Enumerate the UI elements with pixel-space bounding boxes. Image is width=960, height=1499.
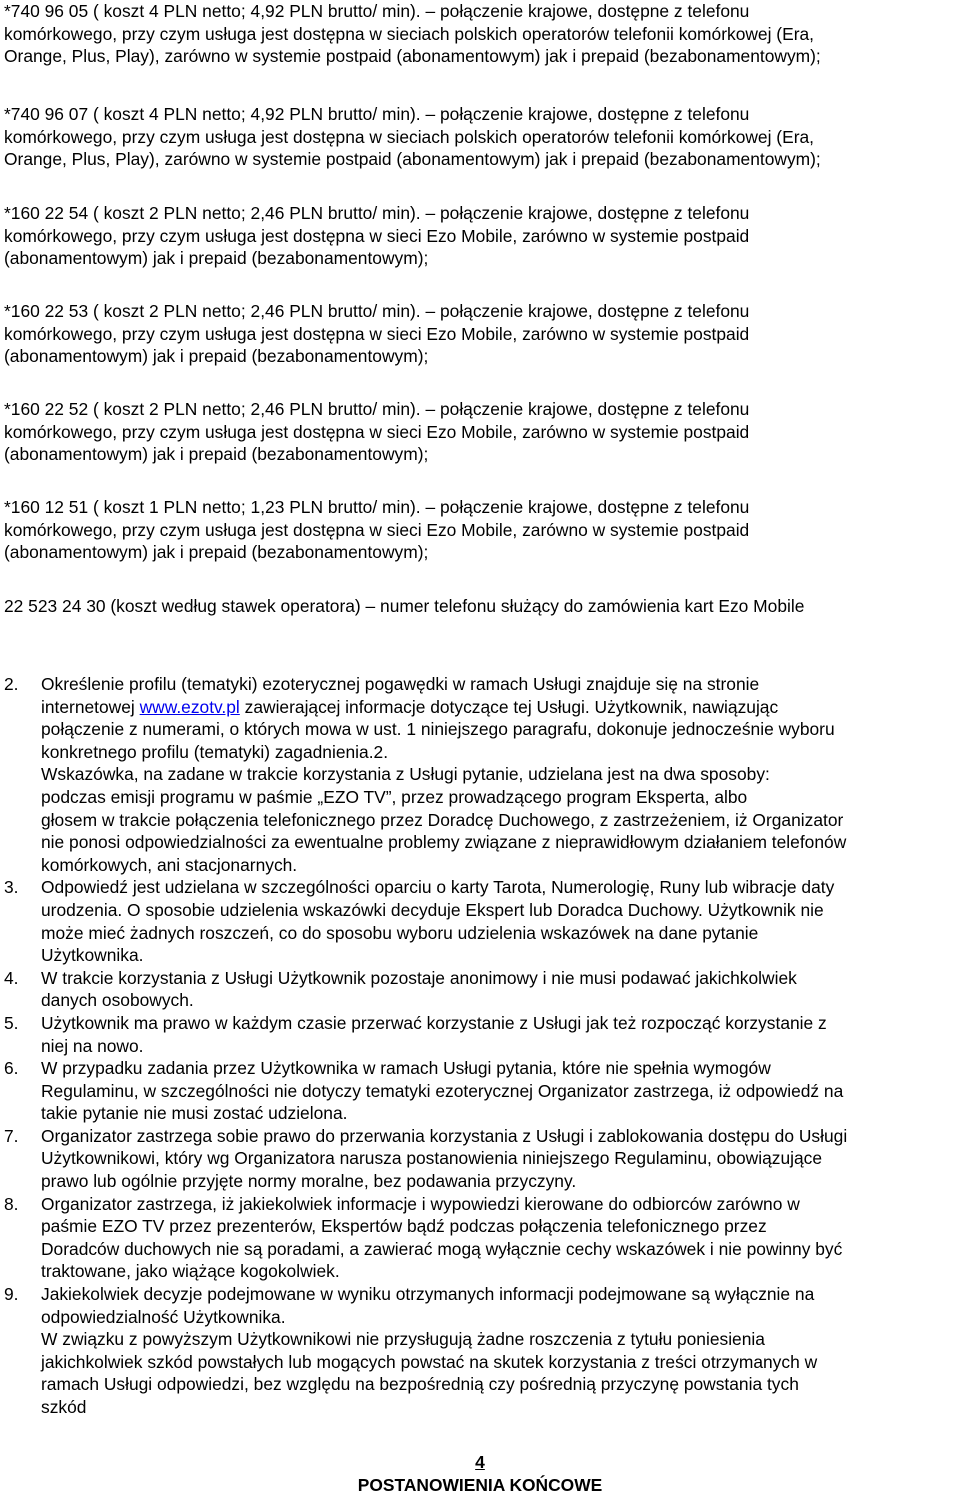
text-line: (abonamentowym) jak i prepaid (bezabonamentowym); [4, 444, 429, 465]
service-entry [4, 496, 954, 564]
text-line: prawo lub ogólnie przyjęte normy moralne, bez podawania przyczyny. [41, 1171, 577, 1192]
list-item-number: 8. [4, 1193, 19, 1214]
text-line: odpowiedzialność Użytkownika. [41, 1306, 286, 1327]
list-item-body [41, 876, 958, 966]
text-line: Użytkownikowi, który wg Organizatora narusza postanowienia niniejszego Regulaminu, obowiązujące [41, 1148, 823, 1169]
list-item [4, 673, 958, 763]
text-line: Odpowiedź jest udzielana w szczególności oparciu o karty Tarota, Numerologię, Runy lub wibracje daty [41, 877, 835, 898]
numbered-list [4, 673, 958, 1419]
text-line: Organizator zastrzega, iż jakiekolwiek informacje i wypowiedzi kierowane do odbiorców zarówno w [41, 1193, 800, 1214]
list-item-number: 9. [4, 1284, 19, 1305]
text-line [41, 696, 958, 719]
text-line: Organizator zastrzega sobie prawo do przerwania korzystania z Usługi i zablokowania dostępu do Usługi [41, 1125, 848, 1146]
service-entry [4, 202, 954, 270]
text-line: Określenie profilu (tematyki) ezoterycznej pogawędki w ramach Usługi znajduje się na stronie [41, 674, 760, 694]
text-line: konkretnego profilu (tematyki) zagadnienia.2. [41, 741, 389, 762]
text-line: takie pytanie nie musi zostać udzielona. [41, 1103, 348, 1124]
list-item-number: 6. [4, 1058, 19, 1079]
text-line: Regulaminu, w szczególności nie dotyczy tematyki ezoterycznej Organizator zastrzega, iż odpowiedź na [41, 1080, 844, 1101]
text-line: paśmie EZO TV przez prezenterów, Ekspertów bądź podczas połączenia telefonicznego przez [41, 1216, 767, 1237]
text-line: *740 96 05 ( koszt 4 PLN netto; 4,92 PLN brutto/ min). – połączenie krajowe, dostępne z telefonu [4, 1, 750, 21]
list-item [4, 1125, 958, 1193]
list-continuation [4, 1328, 958, 1418]
list-item [4, 1193, 958, 1283]
service-entry [4, 103, 954, 171]
text-fragment: zawierającej informacje dotyczące tej Usługi. Użytkownik, nawiązując [239, 696, 779, 717]
service-entry [4, 0, 954, 68]
text-line: 22 523 24 30 (koszt według stawek operatora) – numer telefonu służący do zamówienia kart Ezo Mobile [4, 596, 805, 616]
text-line: komórkowego, przy czym usługa jest dostępna w sieci Ezo Mobile, zarówno w systemie postpaid [4, 225, 750, 246]
text-line: komórkowego, przy czym usługa jest dostępna w sieciach polskich operatorów telefonii komórkowej (Era, [4, 126, 814, 147]
text-line: *160 22 53 ( koszt 2 PLN netto; 2,46 PLN brutto/ min). – połączenie krajowe, dostępne z telefonu [4, 301, 750, 321]
list-item [4, 876, 958, 966]
list-item-body [41, 1057, 958, 1125]
list-item-number: 4. [4, 967, 19, 988]
text-line: Użytkownika. [41, 945, 144, 966]
list-item-body [41, 1012, 958, 1057]
text-line: *160 12 51 ( koszt 1 PLN netto; 1,23 PLN brutto/ min). – połączenie krajowe, dostępne z telefonu [4, 497, 750, 517]
section-title: POSTANOWIENIA KOŃCOWE [357, 1475, 603, 1495]
order-number-line [4, 595, 954, 618]
list-item-body [41, 1193, 958, 1283]
text-line: Wskazówka, na zadane w trakcie korzystania z Usługi pytanie, udzielana jest na dwa sposoby: [41, 764, 770, 785]
text-line: danych osobowych. [41, 990, 194, 1011]
list-item-number: 5. [4, 1012, 19, 1033]
text-line: może mieć żadnych roszczeń, co do sposobu wyboru udzielenia wskazówek na dane pytanie [41, 922, 759, 943]
text-line: *160 22 52 ( koszt 2 PLN netto; 2,46 PLN brutto/ min). – połączenie krajowe, dostępne z telefonu [4, 399, 750, 419]
text-line: jakichkolwiek szkód powstałych lub mogących powstać na skutek korzystania z treści otrzymanych w [41, 1351, 818, 1372]
text-line: podczas emisji programu w paśmie „EZO TV”, przez prowadzącego program Eksperta, albo [41, 786, 748, 807]
list-item-body [41, 673, 958, 763]
list-item [4, 1283, 958, 1328]
text-line: ramach Usługi odpowiedzi, bez względu na bezpośrednią czy pośrednią przyczynę powstania tych [41, 1374, 799, 1395]
text-line: komórkowych, ani stacjonarnych. [41, 854, 298, 875]
list-item-number: 2. [4, 674, 19, 694]
list-item-number: 3. [4, 877, 19, 898]
text-line: głosem w trakcie połączenia telefonicznego przez Doradcę Duchowego, z zastrzeżeniem, iż Organizator [41, 809, 844, 830]
list-item-number: 7. [4, 1125, 19, 1146]
list-item [4, 1012, 958, 1057]
text-line: W związku z powyższym Użytkownikowi nie przysługują żadne roszczenia z tytułu poniesienia [41, 1329, 765, 1350]
service-entry [4, 398, 954, 466]
text-fragment: internetowej [41, 696, 140, 717]
text-line: W trakcie korzystania z Usługi Użytkownik pozostaje anonimowy i nie musi podawać jakichkolwiek [41, 967, 797, 988]
list-item-body [41, 1283, 958, 1328]
text-line: W przypadku zadania przez Użytkownika w ramach Usługi pytania, które nie spełnia wymogów [41, 1058, 771, 1079]
text-line: traktowane, jako wiążące kogokolwiek. [41, 1261, 340, 1282]
section-number: 4 [475, 1452, 485, 1472]
text-line: Orange, Plus, Play), zarówno w systemie postpaid (abonamentowym) jak i prepaid (bezabonamentowym); [4, 149, 821, 170]
text-line: komórkowego, przy czym usługa jest dostępna w sieci Ezo Mobile, zarówno w systemie postpaid [4, 519, 750, 540]
text-line: połączenie z numerami, o których mowa w ust. 1 niniejszego paragrafu, dokonuje jednocześnie wyboru [41, 719, 835, 740]
text-line: (abonamentowym) jak i prepaid (bezabonamentowym); [4, 248, 429, 269]
list-item-body [41, 967, 958, 1012]
text-line: komórkowego, przy czym usługa jest dostępna w sieci Ezo Mobile, zarówno w systemie postpaid [4, 323, 750, 344]
text-line: (abonamentowym) jak i prepaid (bezabonamentowym); [4, 542, 429, 563]
text-line: Doradców duchowych nie są poradami, a zawierać mogą wyłącznie cechy wskazówek i nie powinny być [41, 1238, 843, 1259]
text-line: *740 96 07 ( koszt 4 PLN netto; 4,92 PLN brutto/ min). – połączenie krajowe, dostępne z telefonu [4, 104, 750, 124]
list-item-body [41, 1125, 958, 1193]
text-line: komórkowego, przy czym usługa jest dostępna w sieci Ezo Mobile, zarówno w systemie postpaid [4, 421, 750, 442]
text-line: komórkowego, przy czym usługa jest dostępna w sieciach polskich operatorów telefonii komórkowej (Era, [4, 23, 814, 44]
list-continuation [4, 763, 958, 876]
text-line: Jakiekolwiek decyzje podejmowane w wyniku otrzymanych informacji podejmowane są wyłącznie na [41, 1284, 815, 1305]
text-line: (abonamentowym) jak i prepaid (bezabonamentowym); [4, 346, 429, 367]
text-line: Orange, Plus, Play), zarówno w systemie postpaid (abonamentowym) jak i prepaid (bezabonamentowym); [4, 46, 821, 67]
website-link[interactable]: www.ezotv.pl [139, 696, 240, 717]
text-line: niej na nowo. [41, 1035, 144, 1056]
list-item [4, 967, 958, 1012]
text-line: szkód [41, 1397, 87, 1417]
text-line: nie ponosi odpowiedzialności za ewentualne problemy związane z nieprawidłowym działaniem telefonów [41, 832, 847, 853]
list-item [4, 1057, 958, 1125]
service-entry [4, 300, 954, 368]
text-line: Użytkownik ma prawo w każdym czasie przerwać korzystanie z Usługi jak też rozpocząć korzystanie z [41, 1012, 827, 1033]
text-line: *160 22 54 ( koszt 2 PLN netto; 2,46 PLN brutto/ min). – połączenie krajowe, dostępne z telefonu [4, 203, 750, 223]
text-line: urodzenia. O sposobie udzielenia wskazówki decyduje Ekspert lub Doradca Duchowy. Użytkownik nie [41, 899, 824, 920]
